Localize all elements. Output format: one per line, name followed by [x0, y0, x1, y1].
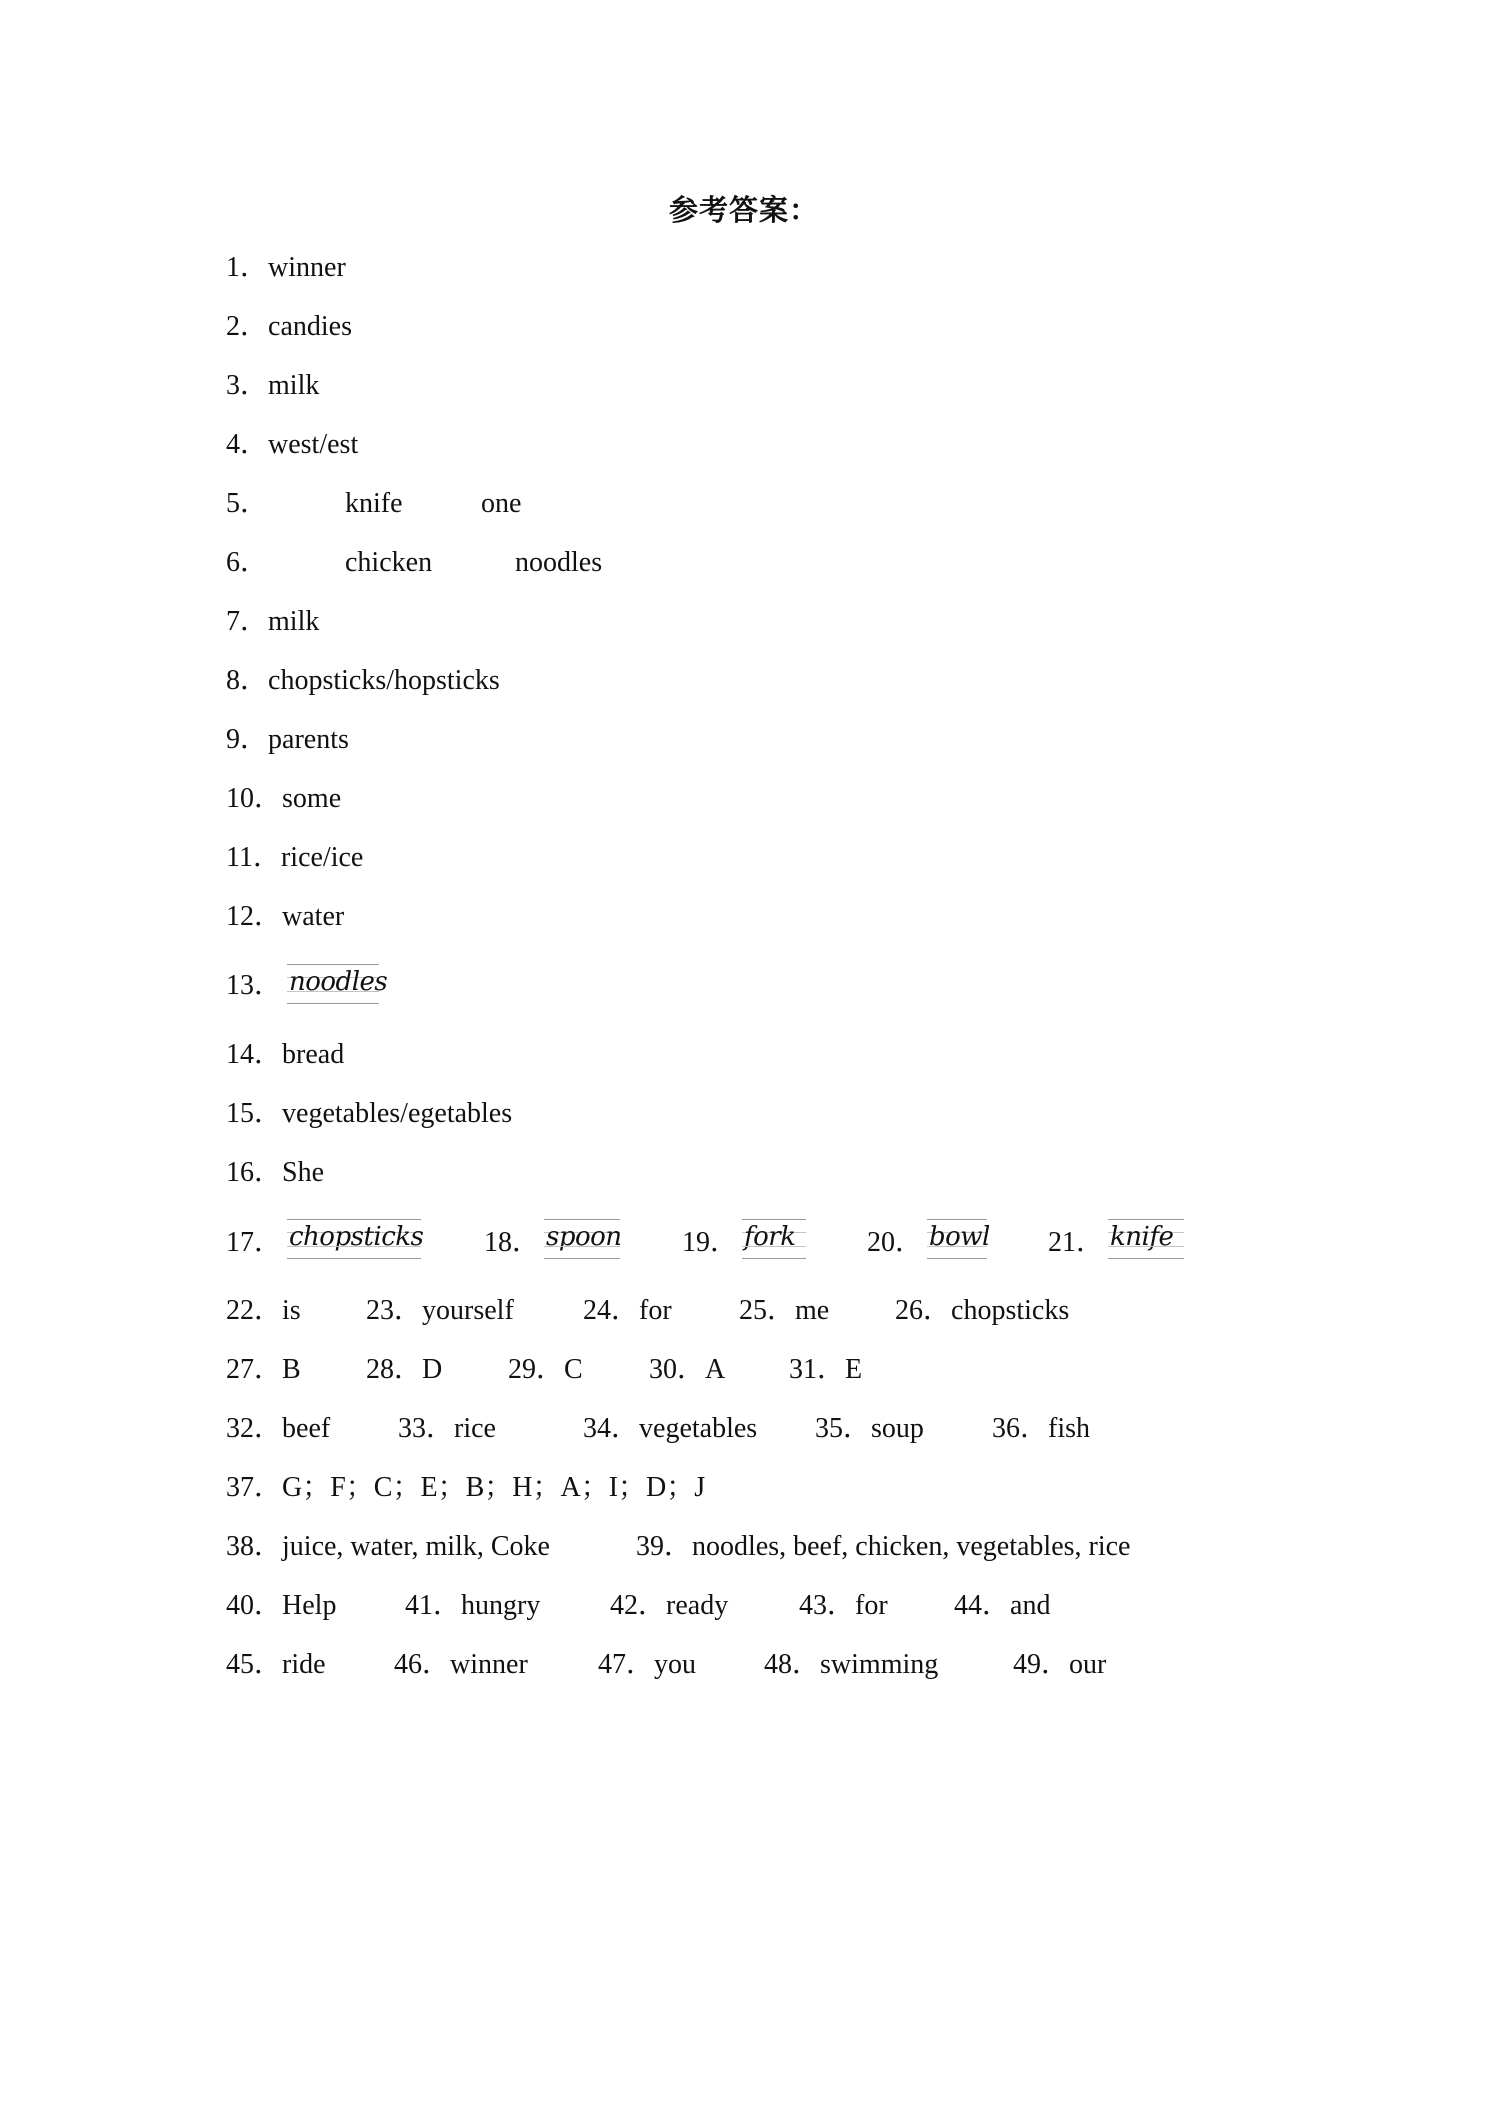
- answer-11: [226, 838, 363, 878]
- handwriting-box: [544, 1219, 620, 1259]
- answers-row-40-44: [226, 1586, 1226, 1626]
- answer-text: fish: [1048, 1413, 1091, 1444]
- answer-number: 37．: [226, 1472, 283, 1503]
- answer-number: 6．: [226, 547, 269, 578]
- handwriting-box: [287, 1219, 424, 1259]
- answer-40: [226, 1586, 336, 1626]
- answer-text: G；F；C；E；B；H；A；I；D；J: [282, 1472, 706, 1503]
- answer-number: 24．: [583, 1295, 640, 1326]
- answer-number: 35．: [815, 1413, 872, 1444]
- answer-text: soup: [871, 1413, 924, 1444]
- answer-3: [226, 366, 319, 406]
- answer-8: [226, 661, 500, 701]
- answer-number: 32．: [226, 1413, 283, 1444]
- answer-29: [508, 1350, 583, 1390]
- answer-number: 17．: [226, 1227, 283, 1258]
- answer-number: 18．: [484, 1227, 541, 1258]
- answer-text: Help: [282, 1590, 337, 1621]
- answer-5: [226, 484, 826, 524]
- answer-25: [739, 1291, 829, 1331]
- answer-4: [226, 425, 358, 465]
- answer-number: 30．: [649, 1354, 706, 1385]
- answer-text: for: [855, 1590, 888, 1621]
- answer-number: 36．: [992, 1413, 1049, 1444]
- answer-text: chopsticks/hopsticks: [268, 665, 500, 696]
- handwritten-answer: bowl: [929, 1222, 990, 1252]
- answer-16: [226, 1153, 324, 1193]
- answer-49: [1013, 1645, 1106, 1685]
- answers-row-22-26: [226, 1291, 1226, 1331]
- answer-text: rice: [454, 1413, 496, 1444]
- answers-row-17-21: [226, 1223, 1226, 1263]
- answer-12: [226, 897, 344, 937]
- answer-10: [226, 779, 341, 819]
- answer-number: 25．: [739, 1295, 796, 1326]
- handwritten-answer: noodles: [289, 967, 388, 997]
- answer-number: 15．: [226, 1098, 283, 1129]
- answer-number: 12．: [226, 901, 283, 932]
- answer-42: [610, 1586, 728, 1626]
- answers-row-32-36: [226, 1409, 1226, 1449]
- answer-number: 31．: [789, 1354, 846, 1385]
- answer-text: me: [795, 1295, 830, 1326]
- answer-text: yourself: [422, 1295, 514, 1326]
- answer-text: C: [564, 1354, 583, 1385]
- answer-number: 14．: [226, 1039, 283, 1070]
- answer-13: [226, 966, 526, 1006]
- answer-number: 19．: [682, 1227, 739, 1258]
- answer-33: [398, 1409, 496, 1449]
- answers-row-45-49: [226, 1645, 1226, 1685]
- answer-text: milk: [268, 370, 320, 401]
- answer-41: [405, 1586, 540, 1626]
- answer-number: 1．: [226, 252, 269, 283]
- handwriting-box: [1108, 1219, 1184, 1259]
- answer-47: [598, 1645, 696, 1685]
- answer-text: A: [705, 1354, 726, 1385]
- answer-48: [764, 1645, 938, 1685]
- answer-number: 23．: [366, 1295, 423, 1326]
- answers-row-38-39: [226, 1527, 1226, 1567]
- answer-text: milk: [268, 606, 320, 637]
- answer-text: winner: [268, 252, 346, 283]
- answer-number: 8．: [226, 665, 269, 696]
- answer-text: D: [422, 1354, 443, 1385]
- answers-row-27-31: [226, 1350, 1226, 1390]
- answer-word-1: chicken: [345, 547, 433, 578]
- answer-34: [583, 1409, 757, 1449]
- answer-number: 5．: [226, 488, 269, 519]
- answer-text: water: [282, 901, 345, 932]
- answer-30: [649, 1350, 725, 1390]
- answer-35: [815, 1409, 924, 1449]
- answer-text: chopsticks: [951, 1295, 1070, 1326]
- answer-number: 49．: [1013, 1649, 1070, 1680]
- answer-text: for: [639, 1295, 672, 1326]
- answer-39: [636, 1527, 1131, 1567]
- answer-number: 22．: [226, 1295, 283, 1326]
- answer-number: 29．: [508, 1354, 565, 1385]
- answer-1: [226, 248, 346, 288]
- answer-32: [226, 1409, 330, 1449]
- answer-number: 10．: [226, 783, 283, 814]
- answer-text: vegetables: [639, 1413, 758, 1444]
- answer-text: rice/ice: [280, 842, 364, 873]
- answer-number: 39．: [636, 1531, 693, 1562]
- answer-text: ride: [282, 1649, 326, 1680]
- answer-36: [992, 1409, 1090, 1449]
- answer-number: 44．: [954, 1590, 1011, 1621]
- answer-6: [226, 543, 826, 583]
- answer-24: [583, 1291, 672, 1331]
- answer-number: 3．: [226, 370, 269, 401]
- answer-text: parents: [268, 724, 349, 755]
- answer-text: bread: [282, 1039, 345, 1070]
- answer-text: ready: [666, 1590, 729, 1621]
- answer-text: west/est: [268, 429, 359, 460]
- answer-number: 21．: [1048, 1227, 1105, 1258]
- answer-26: [895, 1291, 1069, 1331]
- answer-text: winner: [450, 1649, 528, 1680]
- answer-number: 26．: [895, 1295, 952, 1326]
- answer-text: B: [282, 1354, 301, 1385]
- answer-text: vegetables/egetables: [282, 1098, 513, 1129]
- answer-word-2: one: [481, 488, 522, 519]
- answer-text: noodles, beef, chicken, vegetables, rice: [692, 1531, 1131, 1562]
- answer-text: is: [282, 1295, 301, 1326]
- answer-28: [366, 1350, 442, 1390]
- answer-number: 43．: [799, 1590, 856, 1621]
- answer-37: [226, 1468, 705, 1508]
- answer-number: 38．: [226, 1531, 283, 1562]
- answer-text: hungry: [461, 1590, 541, 1621]
- answer-text: She: [282, 1157, 325, 1188]
- answer-number: 27．: [226, 1354, 283, 1385]
- answer-43: [799, 1586, 888, 1626]
- answer-2: [226, 307, 352, 347]
- answer-number: 20．: [867, 1227, 924, 1258]
- answer-44: [954, 1586, 1050, 1626]
- answer-text: E: [845, 1354, 863, 1385]
- answer-number: 42．: [610, 1590, 667, 1621]
- page-title: 参考答案：: [668, 195, 819, 227]
- answer-15: [226, 1094, 512, 1134]
- handwriting-box: [287, 964, 388, 1004]
- answer-number: 7．: [226, 606, 269, 637]
- answer-7: [226, 602, 319, 642]
- answer-31: [789, 1350, 862, 1390]
- handwritten-answer: chopsticks: [289, 1222, 424, 1252]
- answer-text: you: [654, 1649, 697, 1680]
- answer-number: 47．: [598, 1649, 655, 1680]
- answer-text: beef: [282, 1413, 331, 1444]
- answer-number: 16．: [226, 1157, 283, 1188]
- answer-number: 46．: [394, 1649, 451, 1680]
- answer-23: [366, 1291, 514, 1331]
- answer-text: and: [1010, 1590, 1051, 1621]
- answer-text: some: [282, 783, 342, 814]
- answer-number: 4．: [226, 429, 269, 460]
- answer-number: 48．: [764, 1649, 821, 1680]
- answer-word-1: knife: [345, 488, 403, 519]
- answer-number: 41．: [405, 1590, 462, 1621]
- answer-22: [226, 1291, 301, 1331]
- handwritten-answer: fork: [744, 1222, 796, 1252]
- answer-number: 2．: [226, 311, 269, 342]
- answer-number: 13．: [226, 970, 283, 1001]
- answer-46: [394, 1645, 528, 1685]
- answer-38: [226, 1527, 550, 1567]
- answer-27: [226, 1350, 301, 1390]
- answer-number: 34．: [583, 1413, 640, 1444]
- answer-14: [226, 1035, 344, 1075]
- answer-number: 9．: [226, 724, 269, 755]
- answer-number: 33．: [398, 1413, 455, 1444]
- answer-text: our: [1069, 1649, 1107, 1680]
- handwritten-answer: knife: [1110, 1222, 1174, 1252]
- answer-9: [226, 720, 349, 760]
- answer-text: swimming: [820, 1649, 939, 1680]
- answer-number: 45．: [226, 1649, 283, 1680]
- answer-number: 28．: [366, 1354, 423, 1385]
- answer-number: 40．: [226, 1590, 283, 1621]
- answer-text: juice, water, milk, Coke: [282, 1531, 550, 1562]
- answer-45: [226, 1645, 326, 1685]
- handwritten-answer: spoon: [546, 1222, 622, 1252]
- handwriting-box: [927, 1219, 990, 1259]
- handwriting-box: [742, 1219, 806, 1259]
- answer-number: 11．: [226, 842, 281, 873]
- answer-text: candies: [268, 311, 352, 342]
- answer-word-2: noodles: [515, 547, 603, 578]
